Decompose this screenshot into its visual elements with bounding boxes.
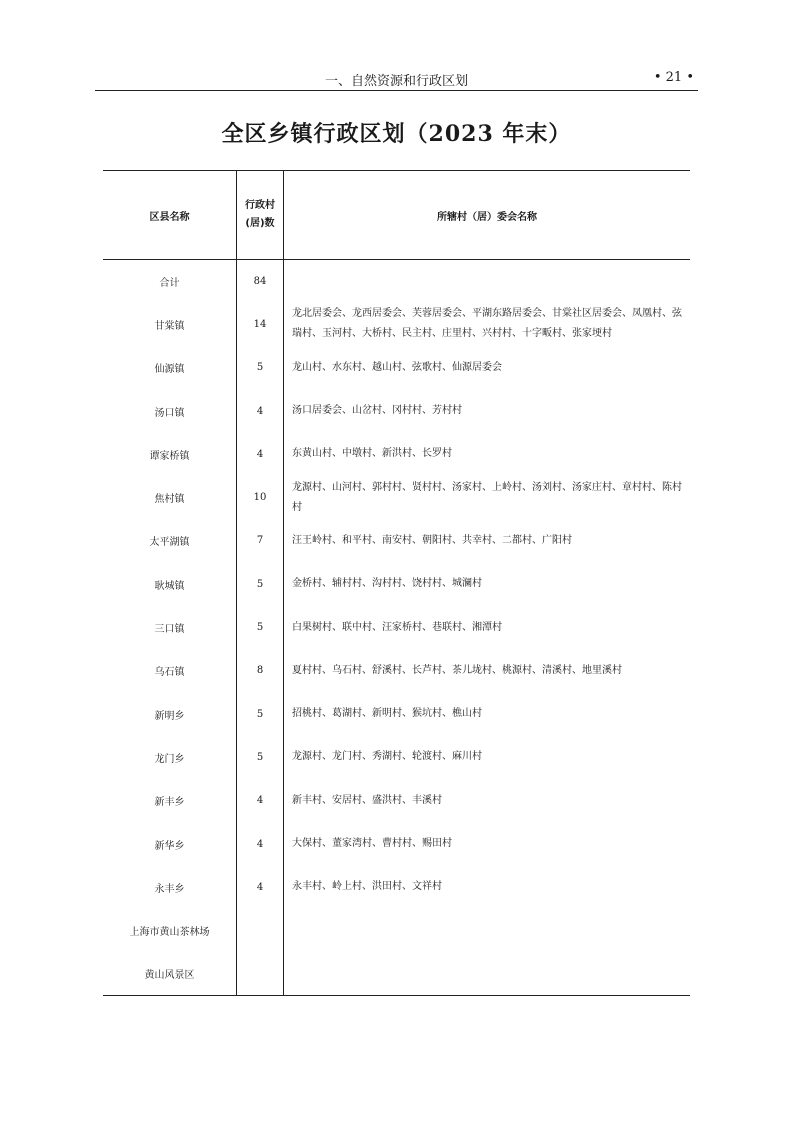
table-row xyxy=(103,303,690,346)
district-name-cell: 太平湖镇 xyxy=(103,519,237,562)
column-header-count xyxy=(237,171,284,260)
table-row xyxy=(103,476,690,519)
district-name-cell: 新丰乡 xyxy=(103,779,237,822)
village-list-cell xyxy=(284,952,691,995)
page-number: • 21 • xyxy=(653,70,694,85)
village-list-cell: 东黄山村、中墩村、新洪村、长罗村 xyxy=(292,448,452,460)
table-row xyxy=(103,606,690,649)
village-list-cell: 新丰村、安居村、盛洪村、丰溪村 xyxy=(292,794,442,806)
village-list-cell: 永丰村、岭上村、洪田村、文祥村 xyxy=(292,881,442,893)
village-list-cell xyxy=(284,909,691,952)
page-title: 全区乡镇行政区划（2023 年末） xyxy=(221,121,572,147)
village-list-cell: 龙北居委会、龙西居委会、芙蓉居委会、平湖东路居委会、甘棠社区居委会、凤凰村、弦瑞村、玉河村、大桥村、民主村、庄里村、兴村村、十字畈村、张家埂村 xyxy=(292,308,682,340)
column-header-count-line1: 行政村 xyxy=(245,200,275,211)
village-list-cell: 汪王岭村、和平村、南安村、朝阳村、共幸村、二都村、广阳村 xyxy=(292,534,572,546)
table-row xyxy=(103,779,690,822)
section-title: 一、自然资源和行政区划 xyxy=(324,74,468,89)
village-count-cell: 7 xyxy=(237,519,284,562)
district-name-cell: 汤口镇 xyxy=(103,389,237,432)
running-header xyxy=(95,68,698,91)
village-count-cell: 84 xyxy=(237,260,284,303)
village-list-cell: 金桥村、辅村村、沟村村、饶村村、城澜村 xyxy=(292,578,482,590)
table-row xyxy=(103,433,690,476)
table-row xyxy=(103,952,690,995)
village-list-cell: 夏村村、乌石村、舒溪村、长芦村、茶儿垅村、桃源村、清溪村、地里溪村 xyxy=(292,664,622,676)
village-count-cell: 5 xyxy=(237,346,284,389)
village-count-cell: 4 xyxy=(237,433,284,476)
division-table xyxy=(103,170,690,996)
village-count-cell: 5 xyxy=(237,563,284,606)
table-header xyxy=(103,171,690,260)
district-name-cell: 谭家桥镇 xyxy=(103,433,237,476)
village-count-cell: 4 xyxy=(237,822,284,865)
column-header-count-line2: (居)数 xyxy=(245,218,275,229)
village-list-cell: 龙山村、水东村、越山村、弦歌村、仙源居委会 xyxy=(292,361,502,373)
table-row xyxy=(103,692,690,735)
village-list-cell: 汤口居委会、山岔村、冈村村、芳村村 xyxy=(292,405,462,417)
village-count-cell xyxy=(237,952,284,995)
village-count-cell: 5 xyxy=(237,606,284,649)
district-name-cell: 甘棠镇 xyxy=(103,303,237,346)
village-count-cell: 10 xyxy=(237,476,284,519)
village-list-cell: 龙源村、龙门村、秀湖村、轮渡村、麻川村 xyxy=(292,751,482,763)
district-name-cell: 合计 xyxy=(103,260,237,303)
table-row xyxy=(103,866,690,909)
village-list-cell: 招桃村、葛湖村、新明村、猴坑村、樵山村 xyxy=(292,708,482,720)
district-name-cell: 永丰乡 xyxy=(103,866,237,909)
village-list-cell xyxy=(284,260,691,303)
district-name-cell: 上海市黄山茶林场 xyxy=(103,909,237,952)
district-name-cell: 乌石镇 xyxy=(103,649,237,692)
district-name-cell: 焦村镇 xyxy=(103,476,237,519)
table-row xyxy=(103,563,690,606)
village-list-cell: 白果树村、联中村、汪家桥村、巷联村、湘潭村 xyxy=(292,621,502,633)
village-count-cell xyxy=(237,909,284,952)
table-row xyxy=(103,822,690,865)
district-name-cell: 耿城镇 xyxy=(103,563,237,606)
table-row xyxy=(103,909,690,952)
district-name-cell: 黄山风景区 xyxy=(103,952,237,995)
table-row xyxy=(103,649,690,692)
district-name-cell: 仙源镇 xyxy=(103,346,237,389)
table-row xyxy=(103,519,690,562)
table-row xyxy=(103,346,690,389)
district-name-cell: 新明乡 xyxy=(103,692,237,735)
village-list-cell: 大保村、董家湾村、曹村村、赐田村 xyxy=(292,838,452,849)
village-count-cell: 5 xyxy=(237,736,284,779)
table-row xyxy=(103,736,690,779)
table-body xyxy=(103,260,690,996)
column-header-district: 区县名称 xyxy=(103,171,237,260)
village-list-cell: 龙源村、山河村、郭村村、贤村村、汤家村、上岭村、汤刘村、汤家庄村、章村村、陈村村 xyxy=(292,481,682,513)
village-count-cell: 8 xyxy=(237,649,284,692)
district-name-cell: 三口镇 xyxy=(103,606,237,649)
village-count-cell: 14 xyxy=(237,303,284,346)
district-name-cell: 新华乡 xyxy=(103,822,237,865)
table-row xyxy=(103,389,690,432)
village-count-cell: 5 xyxy=(237,692,284,735)
district-name-cell: 龙门乡 xyxy=(103,736,237,779)
column-header-villages: 所辖村（居）委会名称 xyxy=(284,171,691,260)
village-count-cell: 4 xyxy=(237,779,284,822)
table-row xyxy=(103,260,690,303)
village-count-cell: 4 xyxy=(237,866,284,909)
village-count-cell: 4 xyxy=(237,389,284,432)
